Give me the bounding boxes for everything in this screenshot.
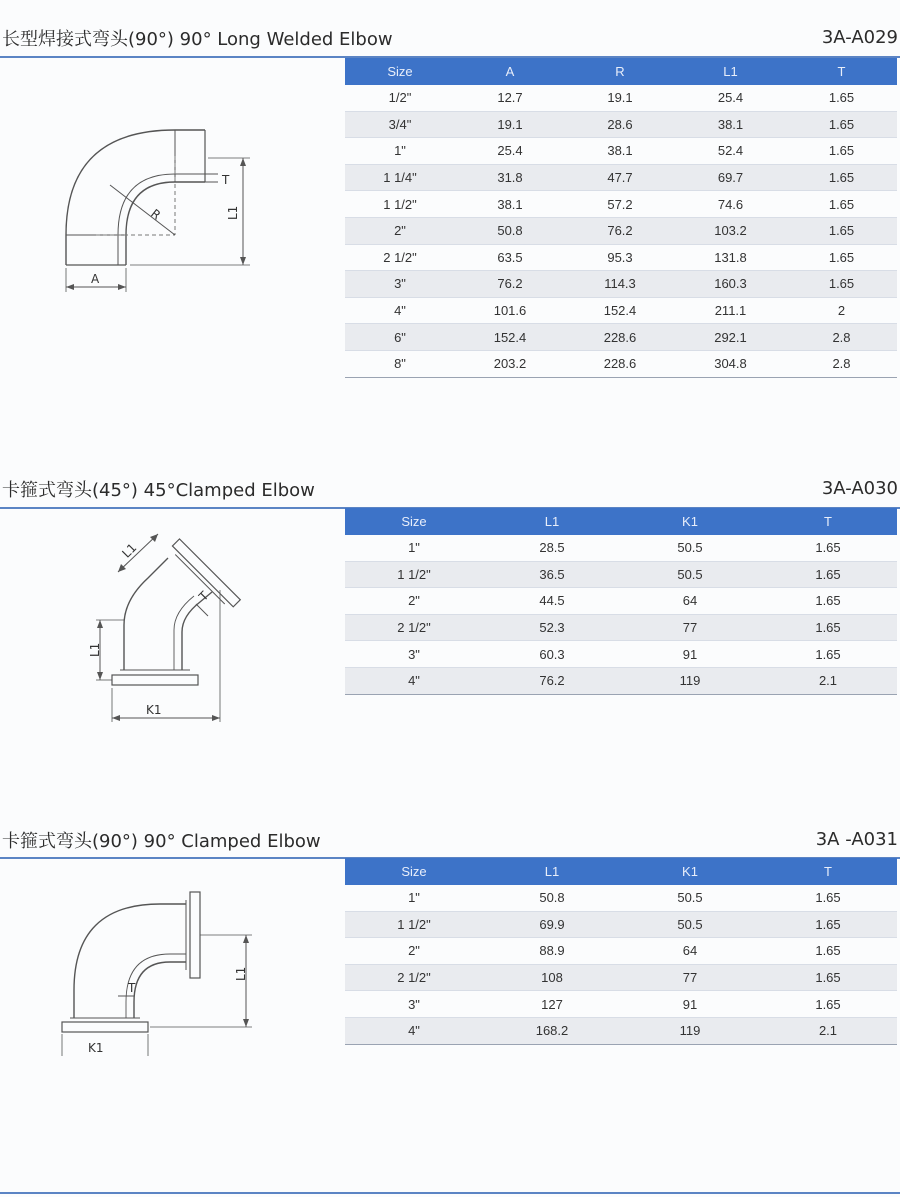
cell: 4" bbox=[345, 297, 455, 324]
cell: 2 1/2" bbox=[345, 244, 455, 271]
cell: 1.65 bbox=[759, 641, 897, 668]
product-code: 3A -A031 bbox=[815, 829, 898, 850]
cell: 36.5 bbox=[483, 561, 621, 588]
table-row bbox=[345, 938, 897, 965]
col-size: Size bbox=[345, 858, 483, 885]
cell: 2" bbox=[345, 938, 483, 965]
table-header-row bbox=[345, 858, 897, 885]
cell: 47.7 bbox=[565, 164, 675, 191]
table-row bbox=[345, 191, 897, 218]
cell: 95.3 bbox=[565, 244, 675, 271]
table-row bbox=[345, 641, 897, 668]
cell: 304.8 bbox=[675, 350, 786, 377]
cell: 3" bbox=[345, 271, 455, 298]
cell: 64 bbox=[621, 938, 759, 965]
cell: 1.65 bbox=[786, 271, 897, 298]
cell: 8" bbox=[345, 350, 455, 377]
cell: 2" bbox=[345, 217, 455, 244]
cell: 44.5 bbox=[483, 588, 621, 615]
table-row bbox=[345, 885, 897, 911]
label-l1-top: L1 bbox=[119, 540, 140, 561]
cell: 28.6 bbox=[565, 111, 675, 138]
cell: 1.65 bbox=[759, 964, 897, 991]
section-title: 卡箍式弯头(90°) 90° Clamped Elbow bbox=[2, 831, 321, 852]
cell: 1.65 bbox=[786, 244, 897, 271]
label-r: R bbox=[148, 206, 164, 223]
cell: 3/4" bbox=[345, 111, 455, 138]
cell: 1" bbox=[345, 138, 455, 165]
cell: 1.65 bbox=[786, 217, 897, 244]
table-row bbox=[345, 164, 897, 191]
table-row bbox=[345, 991, 897, 1018]
cell: 168.2 bbox=[483, 1017, 621, 1044]
cell: 152.4 bbox=[565, 297, 675, 324]
cell: 77 bbox=[621, 964, 759, 991]
cell: 91 bbox=[621, 641, 759, 668]
cell: 50.5 bbox=[621, 885, 759, 911]
cell: 1 1/4" bbox=[345, 164, 455, 191]
label-k1: K1 bbox=[146, 703, 162, 717]
cell: 203.2 bbox=[455, 350, 565, 377]
table-row bbox=[345, 350, 897, 377]
cell: 127 bbox=[483, 991, 621, 1018]
table-row bbox=[345, 561, 897, 588]
spec-table bbox=[345, 858, 897, 1045]
cell: 28.5 bbox=[483, 535, 621, 561]
cell: 1/2" bbox=[345, 85, 455, 111]
cell: 1.65 bbox=[759, 911, 897, 938]
cell: 6" bbox=[345, 324, 455, 351]
cell: 76.2 bbox=[565, 217, 675, 244]
table-row bbox=[345, 244, 897, 271]
table-row bbox=[345, 297, 897, 324]
cell: 1 1/2" bbox=[345, 191, 455, 218]
col-k1: K1 bbox=[621, 858, 759, 885]
table-row bbox=[345, 271, 897, 298]
table-row bbox=[345, 111, 897, 138]
col-r: R bbox=[565, 58, 675, 85]
cell: 52.3 bbox=[483, 614, 621, 641]
cell: 4" bbox=[345, 1017, 483, 1044]
cell: 4" bbox=[345, 667, 483, 694]
col-size: Size bbox=[345, 58, 455, 85]
cell: 12.7 bbox=[455, 85, 565, 111]
cell: 1.65 bbox=[759, 614, 897, 641]
cell: 25.4 bbox=[675, 85, 786, 111]
cell: 3" bbox=[345, 641, 483, 668]
section-title: 长型焊接式弯头(90°) 90° Long Welded Elbow bbox=[2, 29, 393, 50]
cell: 88.9 bbox=[483, 938, 621, 965]
cell: 103.2 bbox=[675, 217, 786, 244]
cell: 1.65 bbox=[786, 191, 897, 218]
cell: 292.1 bbox=[675, 324, 786, 351]
cell: 50.8 bbox=[483, 885, 621, 911]
spec-table bbox=[345, 58, 897, 378]
cell: 38.1 bbox=[455, 191, 565, 218]
cell: 50.5 bbox=[621, 911, 759, 938]
table-header-row bbox=[345, 58, 897, 85]
product-code: 3A-A029 bbox=[821, 27, 898, 48]
label-a: A bbox=[91, 272, 100, 286]
table-row bbox=[345, 911, 897, 938]
cell: 64 bbox=[621, 588, 759, 615]
table-row bbox=[345, 85, 897, 111]
cell: 60.3 bbox=[483, 641, 621, 668]
cell: 160.3 bbox=[675, 271, 786, 298]
label-k1: K1 bbox=[88, 1041, 104, 1055]
cell: 101.6 bbox=[455, 297, 565, 324]
product-code: 3A-A030 bbox=[821, 478, 898, 499]
cell: 91 bbox=[621, 991, 759, 1018]
cell: 1.65 bbox=[759, 535, 897, 561]
col-t: T bbox=[759, 508, 897, 535]
table-row bbox=[345, 138, 897, 165]
cell: 19.1 bbox=[455, 111, 565, 138]
elbow-45-clamped-drawing bbox=[0, 520, 300, 730]
cell: 57.2 bbox=[565, 191, 675, 218]
cell: 2" bbox=[345, 588, 483, 615]
elbow-90-welded-drawing bbox=[0, 110, 300, 300]
page-bottom-rule bbox=[0, 1192, 900, 1194]
col-a: A bbox=[455, 58, 565, 85]
cell: 69.9 bbox=[483, 911, 621, 938]
cell: 2.1 bbox=[759, 1017, 897, 1044]
cell: 2.8 bbox=[786, 324, 897, 351]
table-row bbox=[345, 1017, 897, 1044]
cell: 1.65 bbox=[759, 991, 897, 1018]
cell: 1" bbox=[345, 535, 483, 561]
cell: 19.1 bbox=[565, 85, 675, 111]
table-row bbox=[345, 667, 897, 694]
table-row bbox=[345, 324, 897, 351]
cell: 76.2 bbox=[483, 667, 621, 694]
cell: 50.5 bbox=[621, 535, 759, 561]
cell: 2 1/2" bbox=[345, 614, 483, 641]
cell: 3" bbox=[345, 991, 483, 1018]
cell: 228.6 bbox=[565, 324, 675, 351]
cell: 38.1 bbox=[675, 111, 786, 138]
cell: 211.1 bbox=[675, 297, 786, 324]
col-l1: L1 bbox=[483, 508, 621, 535]
elbow-90-clamped-drawing bbox=[0, 880, 300, 1060]
cell: 1.65 bbox=[786, 138, 897, 165]
table-row bbox=[345, 588, 897, 615]
label-l1-side: L1 bbox=[88, 642, 102, 657]
col-k1: K1 bbox=[621, 508, 759, 535]
label-l1: L1 bbox=[226, 205, 240, 220]
cell: 1.65 bbox=[759, 561, 897, 588]
cell: 131.8 bbox=[675, 244, 786, 271]
cell: 52.4 bbox=[675, 138, 786, 165]
cell: 2 1/2" bbox=[345, 964, 483, 991]
col-l1: L1 bbox=[483, 858, 621, 885]
cell: 2.1 bbox=[759, 667, 897, 694]
cell: 25.4 bbox=[455, 138, 565, 165]
col-t: T bbox=[786, 58, 897, 85]
cell: 119 bbox=[621, 1017, 759, 1044]
cell: 1" bbox=[345, 885, 483, 911]
cell: 74.6 bbox=[675, 191, 786, 218]
cell: 1.65 bbox=[759, 885, 897, 911]
cell: 114.3 bbox=[565, 271, 675, 298]
cell: 119 bbox=[621, 667, 759, 694]
cell: 1.65 bbox=[759, 588, 897, 615]
cell: 228.6 bbox=[565, 350, 675, 377]
spec-table bbox=[345, 508, 897, 695]
cell: 31.8 bbox=[455, 164, 565, 191]
cell: 2 bbox=[786, 297, 897, 324]
cell: 1.65 bbox=[786, 111, 897, 138]
col-size: Size bbox=[345, 508, 483, 535]
cell: 69.7 bbox=[675, 164, 786, 191]
cell: 2.8 bbox=[786, 350, 897, 377]
table-row bbox=[345, 535, 897, 561]
cell: 1.65 bbox=[786, 164, 897, 191]
cell: 77 bbox=[621, 614, 759, 641]
cell: 38.1 bbox=[565, 138, 675, 165]
section-title: 卡箍式弯头(45°) 45°Clamped Elbow bbox=[2, 480, 315, 501]
table-row bbox=[345, 964, 897, 991]
cell: 1 1/2" bbox=[345, 911, 483, 938]
cell: 1.65 bbox=[786, 85, 897, 111]
cell: 152.4 bbox=[455, 324, 565, 351]
label-t: T bbox=[222, 173, 230, 187]
cell: 50.5 bbox=[621, 561, 759, 588]
cell: 1.65 bbox=[759, 938, 897, 965]
cell: 50.8 bbox=[455, 217, 565, 244]
table-header-row bbox=[345, 508, 897, 535]
cell: 76.2 bbox=[455, 271, 565, 298]
cell: 108 bbox=[483, 964, 621, 991]
table-row bbox=[345, 614, 897, 641]
table-row bbox=[345, 217, 897, 244]
label-l1: L1 bbox=[234, 966, 248, 981]
col-l1: L1 bbox=[675, 58, 786, 85]
col-t: T bbox=[759, 858, 897, 885]
label-t: T bbox=[196, 588, 212, 604]
label-t: T bbox=[128, 981, 136, 995]
cell: 63.5 bbox=[455, 244, 565, 271]
cell: 1 1/2" bbox=[345, 561, 483, 588]
